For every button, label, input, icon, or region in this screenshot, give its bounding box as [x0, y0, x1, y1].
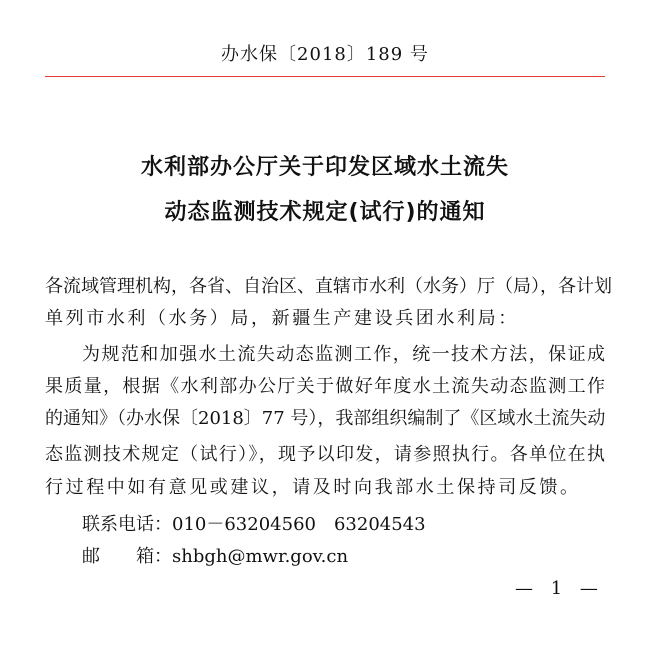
- contact-phone: 联系电话：010－63204560 63204543: [82, 514, 426, 535]
- addressee-line-1: 各流域管理机构，各省、自治区、直辖市水利（水务）厅（局），各计划: [45, 276, 612, 297]
- title-line-1: 水利部办公厅关于印发区域水土流失: [140, 155, 509, 180]
- page-number: — 1 —: [515, 578, 604, 599]
- red-divider: [45, 76, 605, 77]
- paragraph-line-5: 行过程中如有意见或建议，请及时向我部水土保持司反馈。: [45, 477, 581, 498]
- addressee-line-2: 单列市水利（水务）局，新疆生产建设兵团水利局：: [45, 308, 519, 329]
- document-number: 办水保〔2018〕189 号: [221, 44, 429, 65]
- paragraph-line-3: 的通知》（办水保〔2018〕77 号），我部组织编制了《区域水土流失动: [45, 408, 606, 429]
- paragraph-line-1: 为规范和加强水土流失动态监测工作，统一技术方法，保证成: [82, 344, 605, 365]
- paragraph-line-2: 果质量，根据《水利部办公厅关于做好年度水土流失动态监测工作: [45, 376, 605, 397]
- paragraph-line-4: 态监测技术规定（试行）》，现予以印发，请参照执行。各单位在执: [45, 444, 605, 465]
- contact-email: 邮 箱：shbgh@mwr.gov.cn: [82, 546, 349, 567]
- title-line-2: 动态监测技术规定(试行)的通知: [164, 200, 486, 225]
